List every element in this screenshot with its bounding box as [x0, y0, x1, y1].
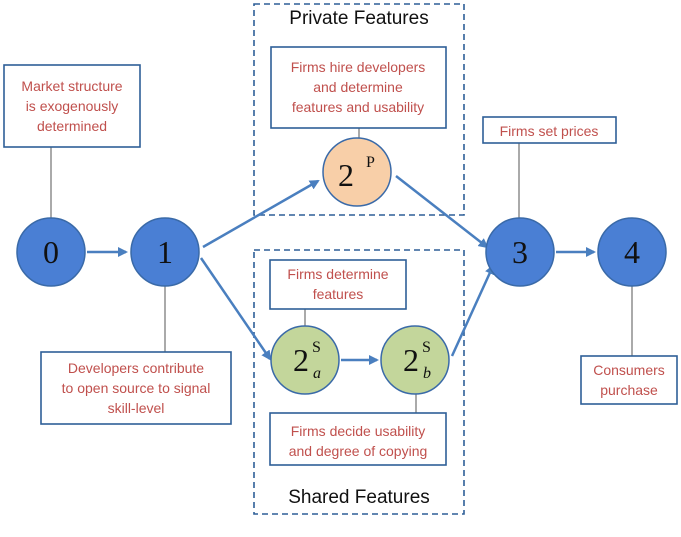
- note-market-line-1: Market structure: [21, 78, 123, 94]
- node-3: [486, 218, 554, 286]
- svg-text:features: [313, 286, 364, 302]
- node-0-label: 0: [43, 234, 59, 270]
- shared-features-title: Shared Features: [288, 487, 430, 508]
- note-usability-line-1: Firms decide usability: [290, 423, 426, 439]
- arrow-1-to-2a: [201, 258, 270, 359]
- note-usability-line-2: and degree of copying: [288, 443, 428, 459]
- note-hire-line-3: features and usability: [291, 99, 425, 115]
- svg-text:and degree of copying: [289, 443, 428, 459]
- node-2-shared-b: [381, 326, 449, 394]
- note-firms-decide-usability: [270, 413, 446, 465]
- note-market-line-3: determined: [36, 118, 108, 134]
- note-firms-determine: [270, 260, 406, 309]
- node-0: [17, 218, 85, 286]
- node-2a-sup: S: [312, 339, 321, 356]
- node-4: [598, 218, 666, 286]
- node-1-label: 1: [157, 234, 173, 270]
- svg-text:Consumers: [593, 362, 665, 378]
- note-developers-line-3: skill-level: [107, 400, 165, 416]
- node-2-shared-a: [271, 326, 339, 394]
- svg-text:and determine: [313, 79, 403, 95]
- note-market-structure: [4, 65, 140, 147]
- svg-text:purchase: [600, 382, 658, 398]
- node-4-label: 4: [624, 234, 640, 270]
- svg-text:is exogenously: [26, 98, 119, 114]
- node-2b-sup: S: [422, 339, 431, 356]
- note-consumers-purchase: [581, 356, 677, 404]
- node-2p-sup: P: [366, 154, 375, 171]
- private-features-title: Private Features: [289, 8, 429, 29]
- svg-text:Firms decide usability: [291, 423, 426, 439]
- note-developers-contribute: [41, 352, 231, 424]
- note-developers-line-2: to open source to signal: [61, 380, 211, 396]
- node-2b-base: 2: [403, 342, 419, 378]
- note-firms-hire: [271, 47, 446, 128]
- note-developers-line-1: Developers contribute: [67, 360, 205, 376]
- node-2b-sub: b: [423, 365, 431, 382]
- note-determine-line-2: features: [312, 286, 364, 302]
- svg-text:Firms set prices: [500, 123, 599, 139]
- note-market-line-2: is exogenously: [25, 98, 119, 114]
- svg-text:determined: [37, 118, 107, 134]
- svg-text:features and usability: [292, 99, 424, 115]
- note-firms-set-prices: [483, 117, 616, 143]
- node-2p-base: 2: [338, 157, 354, 193]
- node-1: [131, 218, 199, 286]
- arrow-1-to-2p: [203, 181, 318, 247]
- note-determine-line-1: Firms determine: [287, 266, 389, 282]
- node-2a-base: 2: [293, 342, 309, 378]
- svg-text:Firms hire developers: [291, 59, 426, 75]
- note-prices-line-1: Firms set prices: [499, 123, 599, 139]
- arrow-2p-to-3: [396, 176, 487, 247]
- node-2-private: [323, 138, 391, 206]
- note-hire-line-2: and determine: [313, 79, 403, 95]
- note-consumers-line-1: Consumers: [593, 362, 665, 378]
- arrow-2b-to-3: [452, 266, 493, 356]
- note-consumers-line-2: purchase: [600, 382, 658, 398]
- svg-text:Market structure: [21, 78, 122, 94]
- svg-text:Developers contribute: [68, 360, 204, 376]
- svg-text:skill-level: [108, 400, 165, 416]
- svg-text:to open source to signal: [62, 380, 211, 396]
- node-3-label: 3: [512, 234, 528, 270]
- node-2a-sub: a: [313, 365, 321, 382]
- svg-text:Firms determine: [287, 266, 388, 282]
- note-hire-line-1: Firms hire developers: [290, 59, 426, 75]
